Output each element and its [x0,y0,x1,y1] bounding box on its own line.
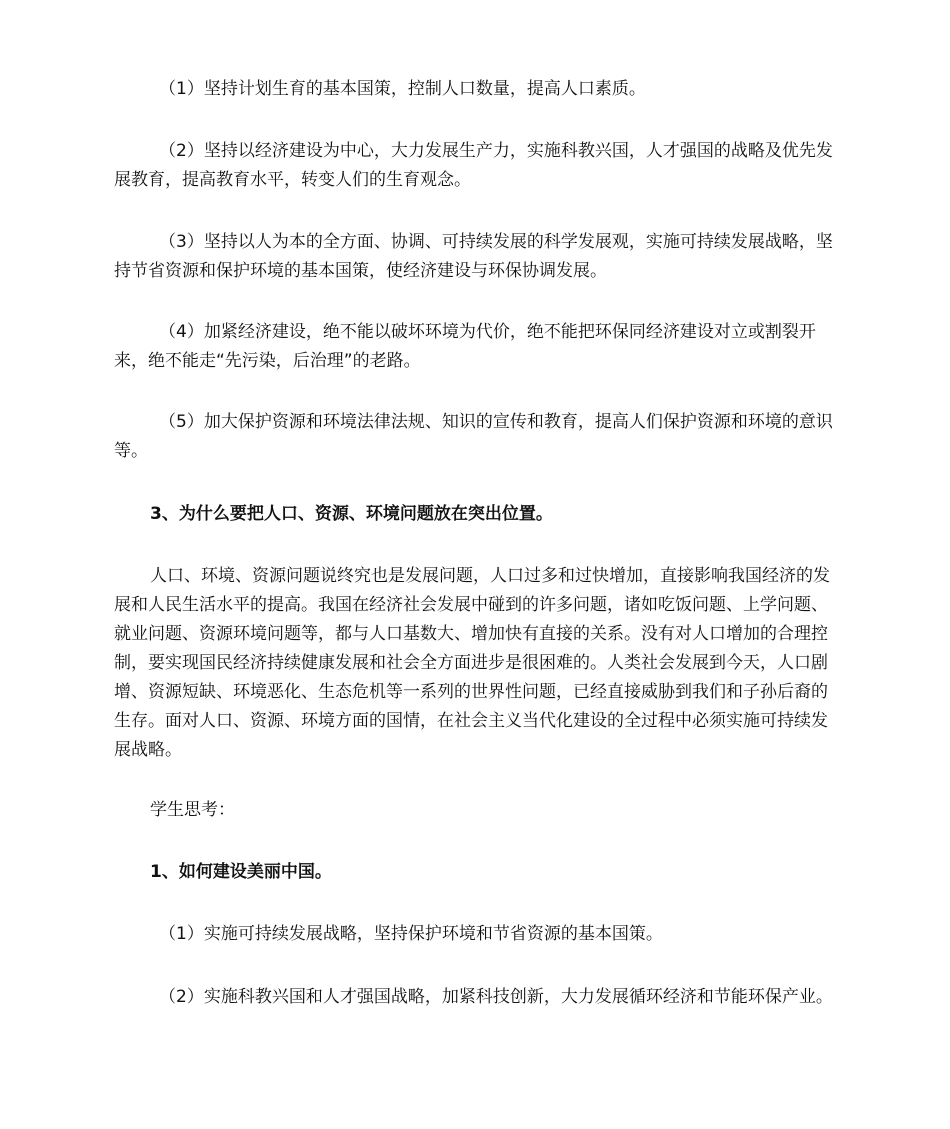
measure-paragraph-3: （3）坚持以人为本的全方面、协调、可持续发展的科学发展观，实施可持续发展战略，坚持节省资源和保护环境的基本国策，使经济建设与环保协调发展。 [114,232,833,281]
measure-paragraph-4: （4）加紧经济建设，绝不能以破坏环境为代价，绝不能把环保同经济建设对立或割裂开来，绝不能走“先污染，后治理”的老路。 [114,322,816,371]
china-paragraph-1: （1）实施可持续发展战略，坚持保护环境和节省资源的基本国策。 [159,924,663,944]
measure-paragraph-1: （1）坚持计划生育的基本国策，控制人口数量，提高人口素质。 [159,79,646,99]
answer-paragraph: 人口、环境、资源问题说终究也是发展问题，人口过多和过快增加，直接影响我国经济的发展和人民生活水平的提高。我国在经济社会发展中碰到的许多问题，诸如吃饭问题、上学问题、就业问题、资源环境问题等，都与人口基数大、增加快有直接的关系。没有对人口增加的合理控制，要实现国民经济持续健康发展和社会全方面进步是很困难的。人类社会发展到今天，人口剧增、资源短缺、环境恶化、生态危机等一系列的世界性问题，已经直接威胁到我们和子孙后裔的生存。面对人口、资源、环境方面的国情，在社会主义当代化建设的全过程中必须实施可持续发展战略。 [114,566,830,760]
question-heading-1: 1、如何建设美丽中国。 [150,862,332,882]
question-heading-3: 3、为什么要把人口、资源、环境问题放在突出位置。 [150,504,553,524]
student-thinking-label: 学生思考： [150,800,235,820]
china-paragraph-2: （2）实施科教兴国和人才强国战略，加紧科技创新，大力发展循环经济和节能环保产业。 [159,987,833,1007]
measure-paragraph-5: （5）加大保护资源和环境法律法规、知识的宣传和教育，提高人们保护资源和环境的意识等。 [114,412,833,461]
measure-paragraph-2: （2）坚持以经济建设为中心，大力发展生产力，实施科教兴国，人才强国的战略及优先发展教育，提高教育水平，转变人们的生育观念。 [114,141,833,190]
